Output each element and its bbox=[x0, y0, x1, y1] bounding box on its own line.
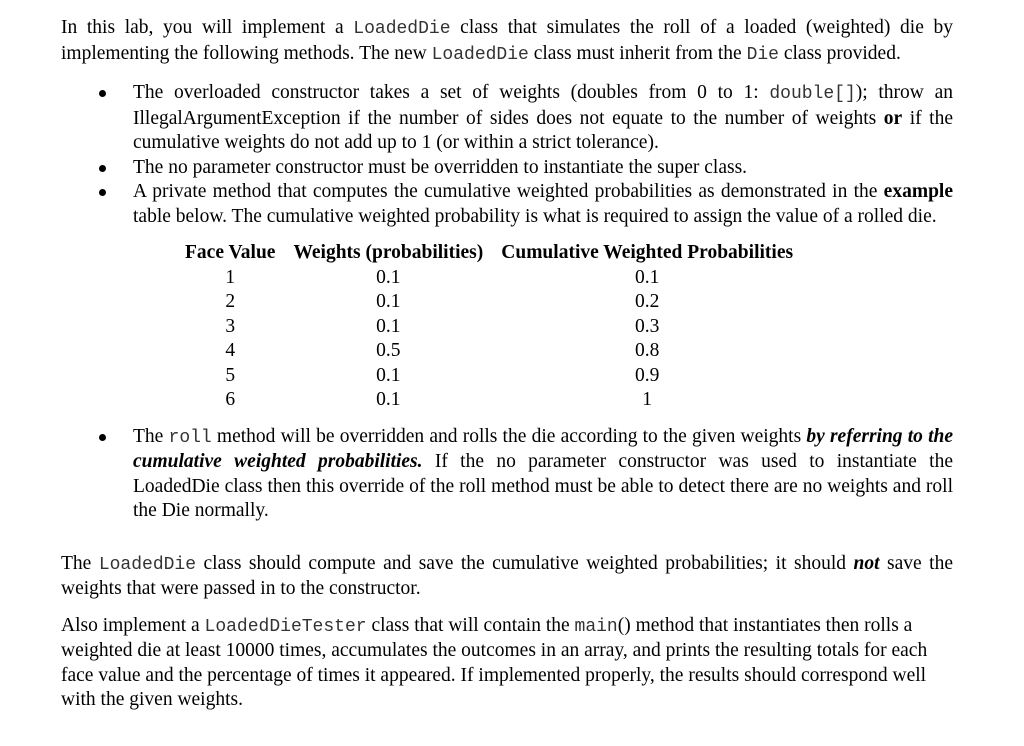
table-row bbox=[177, 339, 802, 364]
bullet-text: ); throw an IllegalArgumentException if the number of sides does not equate to the number of weights bbox=[133, 82, 953, 129]
code-roll: roll bbox=[168, 427, 212, 448]
face-value-cell: 5 bbox=[225, 364, 236, 386]
bullet-text: A private method that computes the cumulative weighted probabilities as demonstrated in the bbox=[133, 181, 884, 202]
para-text: class that will contain the bbox=[366, 614, 575, 636]
document-body bbox=[61, 16, 953, 713]
para-text: Also implement a bbox=[61, 614, 205, 636]
cumulative-cell: 0.9 bbox=[634, 364, 660, 386]
weight-cell: 0.1 bbox=[376, 291, 401, 312]
face-value-cell: 6 bbox=[225, 389, 236, 410]
code-die: Die bbox=[746, 44, 779, 65]
requirements-list bbox=[61, 81, 953, 229]
weight-cell: 0.1 bbox=[376, 315, 401, 337]
bullet-text: The no parameter constructor must be overridden to instantiate the super class. bbox=[133, 156, 748, 178]
code-loadeddie: LoadedDie bbox=[353, 19, 451, 39]
header-weights: Weights (probabilities) bbox=[293, 242, 484, 263]
cumulative-cell: 0.1 bbox=[634, 266, 660, 288]
bullet-icon bbox=[96, 180, 108, 205]
table-row bbox=[177, 315, 802, 340]
cumulative-cell: 1 bbox=[642, 389, 653, 410]
weight-cell: 0.1 bbox=[376, 389, 401, 410]
bullet-icon bbox=[96, 425, 108, 450]
requirements-list-continued bbox=[61, 425, 953, 524]
bullet-text: The overloaded constructor takes a set of weights (doubles from 0 to 1: bbox=[133, 82, 770, 103]
code-main: main bbox=[574, 616, 618, 637]
list-item-roll-method bbox=[61, 425, 953, 524]
face-value-cell: 3 bbox=[225, 315, 236, 337]
code-loadeddie: LoadedDie bbox=[431, 44, 529, 65]
table-row bbox=[177, 290, 802, 315]
intro-paragraph bbox=[61, 16, 953, 67]
code-double-array: double[] bbox=[769, 84, 856, 104]
cumulative-cell: 0.8 bbox=[634, 340, 660, 361]
bullet-text: If the no parameter constructor was used to instantiate the LoadedDie class then this override of the roll method must be able to detect there are no weights and roll the Die normally. bbox=[133, 451, 953, 521]
bullet-text: The bbox=[133, 425, 169, 447]
paragraph-tester bbox=[61, 614, 953, 713]
code-loadeddietester: LoadedDieTester bbox=[204, 616, 367, 637]
cumulative-cell: 0.2 bbox=[634, 291, 660, 312]
intro-text-2: class that simulates the roll of a loaded (weighted) die by implementing the following methods. The new bbox=[61, 17, 953, 64]
face-value-cell: 4 bbox=[225, 340, 236, 361]
para-text: class should compute and save the cumulative weighted probabilities; it should bbox=[196, 552, 854, 574]
weight-cell: 0.5 bbox=[376, 340, 401, 361]
bullet-bold-example: example bbox=[883, 181, 953, 202]
table-row bbox=[177, 388, 802, 413]
bullet-text: if the cumulative weights do not add up to 1 (or within a strict tolerance). bbox=[133, 107, 953, 153]
list-item-constructor bbox=[61, 81, 953, 156]
bullet-text: method will be overridden and rolls the die according to the given weights bbox=[211, 425, 807, 447]
para-text: The bbox=[61, 552, 99, 574]
cumulative-cell: 0.3 bbox=[634, 315, 660, 337]
table-header-row bbox=[177, 241, 802, 266]
header-face-value: Face Value bbox=[185, 242, 276, 263]
table-row bbox=[177, 364, 802, 389]
intro-text-1: In this lab, you will implement a bbox=[61, 17, 354, 38]
bullet-bold-or: or bbox=[883, 107, 903, 129]
bullet-bold-italic: by referring to the cumulative weighted probabilities. bbox=[133, 425, 954, 472]
weight-cell: 0.1 bbox=[376, 364, 401, 386]
code-loadeddie: LoadedDie bbox=[98, 554, 197, 575]
table-row bbox=[177, 266, 802, 291]
header-cumulative: Cumulative Weighted Probabilities bbox=[501, 242, 794, 263]
intro-text-4: class provided. bbox=[778, 42, 901, 64]
list-item-no-param-constructor bbox=[61, 156, 953, 181]
bullet-icon bbox=[96, 156, 108, 181]
intro-text-3: class must inherit from the bbox=[528, 42, 747, 64]
para-bold-italic-not: not bbox=[853, 552, 880, 574]
paragraph-save-cumulative bbox=[61, 552, 953, 602]
para-text: () method that instantiates then rolls a weighted die at least 10000 times, accumulates the outcomes in an array, and prints the resulting totals for each face value and the percentage of times it appeared. If implemented properly, the results should correspond well with the given weights. bbox=[61, 614, 928, 710]
para-text: save the weights that were passed in to the constructor. bbox=[61, 552, 953, 599]
bullet-text: table below. The cumulative weighted probability is what is required to assign the value of a rolled die. bbox=[133, 205, 937, 227]
weights-table bbox=[177, 241, 802, 413]
weight-cell: 0.1 bbox=[376, 266, 401, 288]
list-item-private-method bbox=[61, 180, 953, 229]
bullet-icon bbox=[96, 81, 108, 106]
face-value-cell: 1 bbox=[225, 266, 236, 288]
face-value-cell: 2 bbox=[225, 291, 236, 312]
